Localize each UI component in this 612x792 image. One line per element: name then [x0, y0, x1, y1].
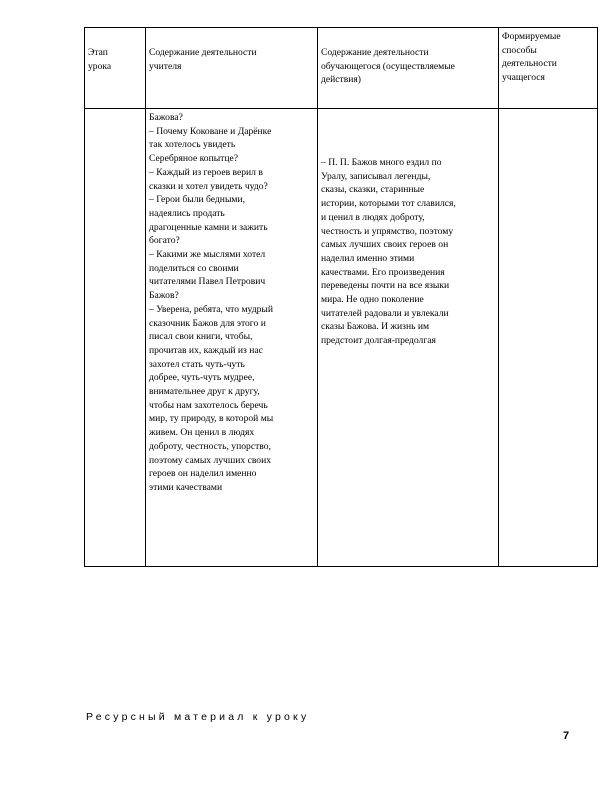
- table-row: [85, 109, 598, 567]
- header-line: действия): [321, 74, 361, 86]
- text-line: – Каждый из героев верил в: [149, 166, 263, 178]
- text-line: сказки и хотел увидеть чудо?: [149, 180, 268, 192]
- cell-stage: [85, 109, 146, 567]
- header-line: деятельности: [502, 58, 557, 70]
- text-line: честность и упрямство, поэтому: [321, 225, 454, 237]
- table-header-row: [85, 28, 598, 109]
- text-line: так хотелось увидеть: [149, 139, 236, 151]
- header-line: Этап: [88, 47, 108, 58]
- text-line: доброту, честность, упорство,: [149, 440, 271, 452]
- text-line: писал свои книги, чтобы,: [149, 331, 253, 343]
- text-line: – Почему Коковане и Дарёнке: [149, 125, 272, 137]
- footer-resource-label: Ресурсный материал к уроку: [86, 711, 310, 723]
- header-stage: [85, 28, 146, 109]
- header-student-activity: [318, 28, 499, 109]
- text-line: самых лучших своих героев он: [321, 239, 449, 251]
- text-line: – Герои были бедными,: [149, 194, 245, 206]
- text-line: сказочник Бажов для этого и: [149, 317, 266, 329]
- text-line: живем. Он ценил в людях: [149, 427, 255, 439]
- text-line: добрее, чуть-чуть мудрее,: [149, 372, 255, 384]
- text-line: сказы Бажова. И жизнь им: [321, 321, 430, 333]
- text-line: сказы, сказки, старинные: [321, 184, 425, 196]
- header-line: учителя: [149, 60, 182, 72]
- text-line: – П. П. Бажов много ездил по: [321, 157, 442, 168]
- text-line: Уралу, записывал легенды,: [321, 170, 431, 182]
- cell-teacher-activity: [146, 109, 318, 567]
- text-line: Серебряное копытце?: [149, 153, 239, 165]
- text-line: переведены почти на все языки: [321, 280, 450, 292]
- text-line: захотел стать чуть-чуть: [149, 358, 245, 370]
- text-line: – Какими же мыслями хотел: [149, 249, 266, 261]
- cell-formed-skills: [499, 109, 598, 567]
- text-line: читателей радовали и увлекали: [321, 307, 449, 319]
- text-line: качествами. Его произведения: [321, 266, 445, 278]
- text-line: богато?: [149, 235, 180, 247]
- text-line: внимательнее друг к другу,: [149, 386, 260, 398]
- text-line: поделиться со своими: [149, 262, 239, 274]
- text-line: героев он наделил именно: [149, 468, 257, 480]
- text-line: наделил именно этими: [321, 252, 415, 264]
- header-line: Формируемые: [502, 31, 561, 42]
- header-line: Содержание деятельности: [149, 47, 257, 58]
- header-line: способы: [502, 44, 537, 56]
- header-formed-skills: [499, 28, 598, 109]
- text-line: предстоит долгая-предолгая: [321, 335, 436, 347]
- header-line: Содержание деятельности: [321, 47, 429, 58]
- text-line: чтобы нам захотелось беречь: [149, 399, 268, 411]
- header-line: обучающегося (осуществляемые: [321, 60, 455, 72]
- text-line: и ценил в людях доброту,: [321, 211, 425, 223]
- text-line: прочитав их, каждый из нас: [149, 344, 263, 356]
- header-line: учащегося: [502, 72, 545, 84]
- text-line: – Уверена, ребята, что мудрый: [149, 303, 273, 315]
- text-line: этими качествами: [149, 481, 223, 493]
- cell-student-activity: [318, 109, 499, 567]
- header-line: урока: [88, 60, 112, 72]
- header-teacher-activity: [146, 28, 318, 109]
- text-line: истории, которыми тот славился,: [321, 198, 456, 210]
- text-line: Бажов?: [149, 290, 179, 302]
- text-line: надеялись продать: [149, 207, 225, 219]
- text-line: мир, ту природу, в которой мы: [149, 413, 274, 425]
- lesson-table: [84, 27, 598, 567]
- page-number: 7: [563, 730, 570, 742]
- text-line: драгоценные камни и зажить: [149, 221, 268, 233]
- text-line: поэтому самых лучших своих: [149, 454, 272, 466]
- text-line: читателями Павел Петрович: [149, 276, 266, 288]
- text-line: Бажова?: [149, 112, 183, 123]
- text-line: мира. Не одно поколение: [321, 294, 424, 306]
